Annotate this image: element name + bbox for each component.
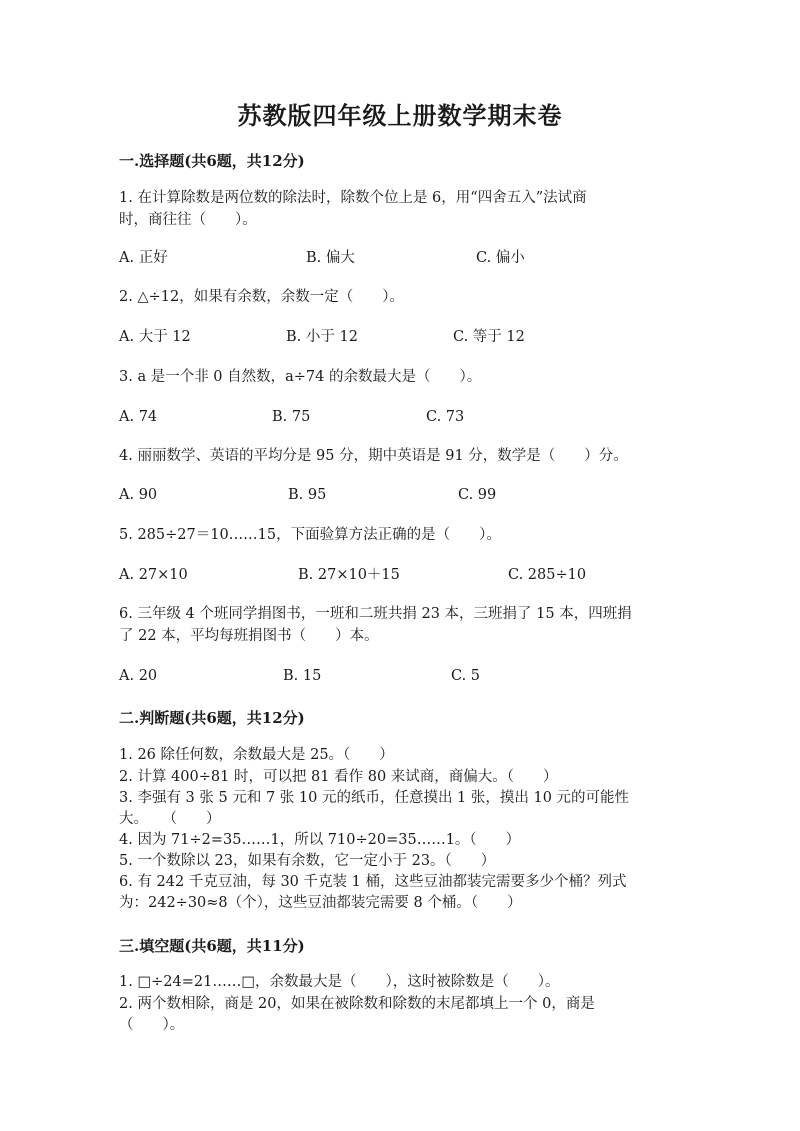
question-6-option-c: C. 5 (451, 668, 481, 684)
fill-blank-line-3: （ ）。 (119, 1017, 185, 1033)
judgment-line-4: 大。 （ ） (119, 811, 221, 827)
question-4-line-1: 4. 丽丽数学、英语的平均分是 95 分，期中英语是 91 分，数学是（ ）分。 (119, 448, 628, 464)
question-2-line-1: 2. △÷12，如果有余数，余数一定（ ）。 (119, 289, 404, 305)
question-3-option-a: A. 74 (119, 409, 158, 425)
section-heading-choice: 一.选择题(共6题，共12分) (119, 152, 305, 170)
judgment-line-2: 2. 计算 400÷81 时，可以把 81 看作 80 来试商，商偏大。（ ） (119, 769, 558, 785)
question-1-line-2: 时，商往往（ ）。 (119, 212, 257, 228)
fill-blank-line-1: 1. □÷24=21……□，余数最大是（ ），这时被除数是（ ）。 (119, 974, 560, 990)
question-2-option-a: A. 大于 12 (119, 329, 191, 345)
question-6-option-a: A. 20 (119, 668, 158, 684)
question-4-option-c: C. 99 (458, 487, 497, 503)
question-2-option-c: C. 等于 12 (453, 329, 525, 345)
question-3-option-b: B. 75 (272, 409, 311, 425)
question-2-option-b: B. 小于 12 (286, 329, 358, 345)
question-3-line-1: 3. a 是一个非 0 自然数，a÷74 的余数最大是（ ）。 (119, 369, 482, 385)
question-4-option-b: B. 95 (288, 487, 327, 503)
question-3-option-c: C. 73 (426, 409, 465, 425)
fill-blank-line-2: 2. 两个数相除，商是 20，如果在被除数和除数的末尾都填上一个 0，商是 (119, 996, 595, 1012)
question-5-line-1: 5. 285÷27＝10……15，下面验算方法正确的是（ ）。 (119, 527, 501, 543)
question-5-option-b: B. 27×10＋15 (298, 567, 400, 583)
question-1-option-c: C. 偏小 (476, 250, 525, 266)
question-1-option-b: B. 偏大 (306, 250, 355, 266)
question-5-option-a: A. 27×10 (119, 567, 188, 583)
judgment-line-5: 4. 因为 71÷2=35……1，所以 710÷20=35……1。（ ） (119, 832, 521, 848)
question-6-option-b: B. 15 (283, 668, 322, 684)
question-5-option-c: C. 285÷10 (508, 567, 587, 583)
page-title: 苏教版四年级上册数学期末卷 (237, 101, 563, 130)
question-6-line-2: 了 22 本，平均每班捐图书（ ）本。 (119, 628, 379, 644)
judgment-line-7: 6. 有 242 千克豆油，每 30 千克装 1 桶，这些豆油都装完需要多少个桶？列式 (119, 874, 627, 890)
question-1-line-1: 1. 在计算除数是两位数的除法时，除数个位上是 6，用“四舍五入”法试商 (119, 190, 587, 206)
judgment-line-3: 3. 李强有 3 张 5 元和 7 张 10 元的纸币，任意摸出 1 张，摸出 10 元的可能性 (119, 790, 630, 806)
judgment-line-8: 为：242÷30≈8（个），这些豆油都装完需要 8 个桶。（ ） (119, 895, 522, 911)
judgment-line-1: 1. 26 除任何数，余数最大是 25。（ ） (119, 747, 394, 763)
question-1-option-a: A. 正好 (119, 250, 168, 266)
judgment-line-6: 5. 一个数除以 23，如果有余数，它一定小于 23。（ ） (119, 853, 496, 869)
question-6-line-1: 6. 三年级 4 个班同学捐图书，一班和二班共捐 23 本，三班捐了 15 本，四班捐 (119, 606, 632, 622)
section-heading-judgment: 二.判断题(共6题，共12分) (119, 709, 305, 727)
question-4-option-a: A. 90 (119, 487, 158, 503)
section-heading-fill-blank: 三.填空题(共6题，共11分) (119, 937, 305, 955)
